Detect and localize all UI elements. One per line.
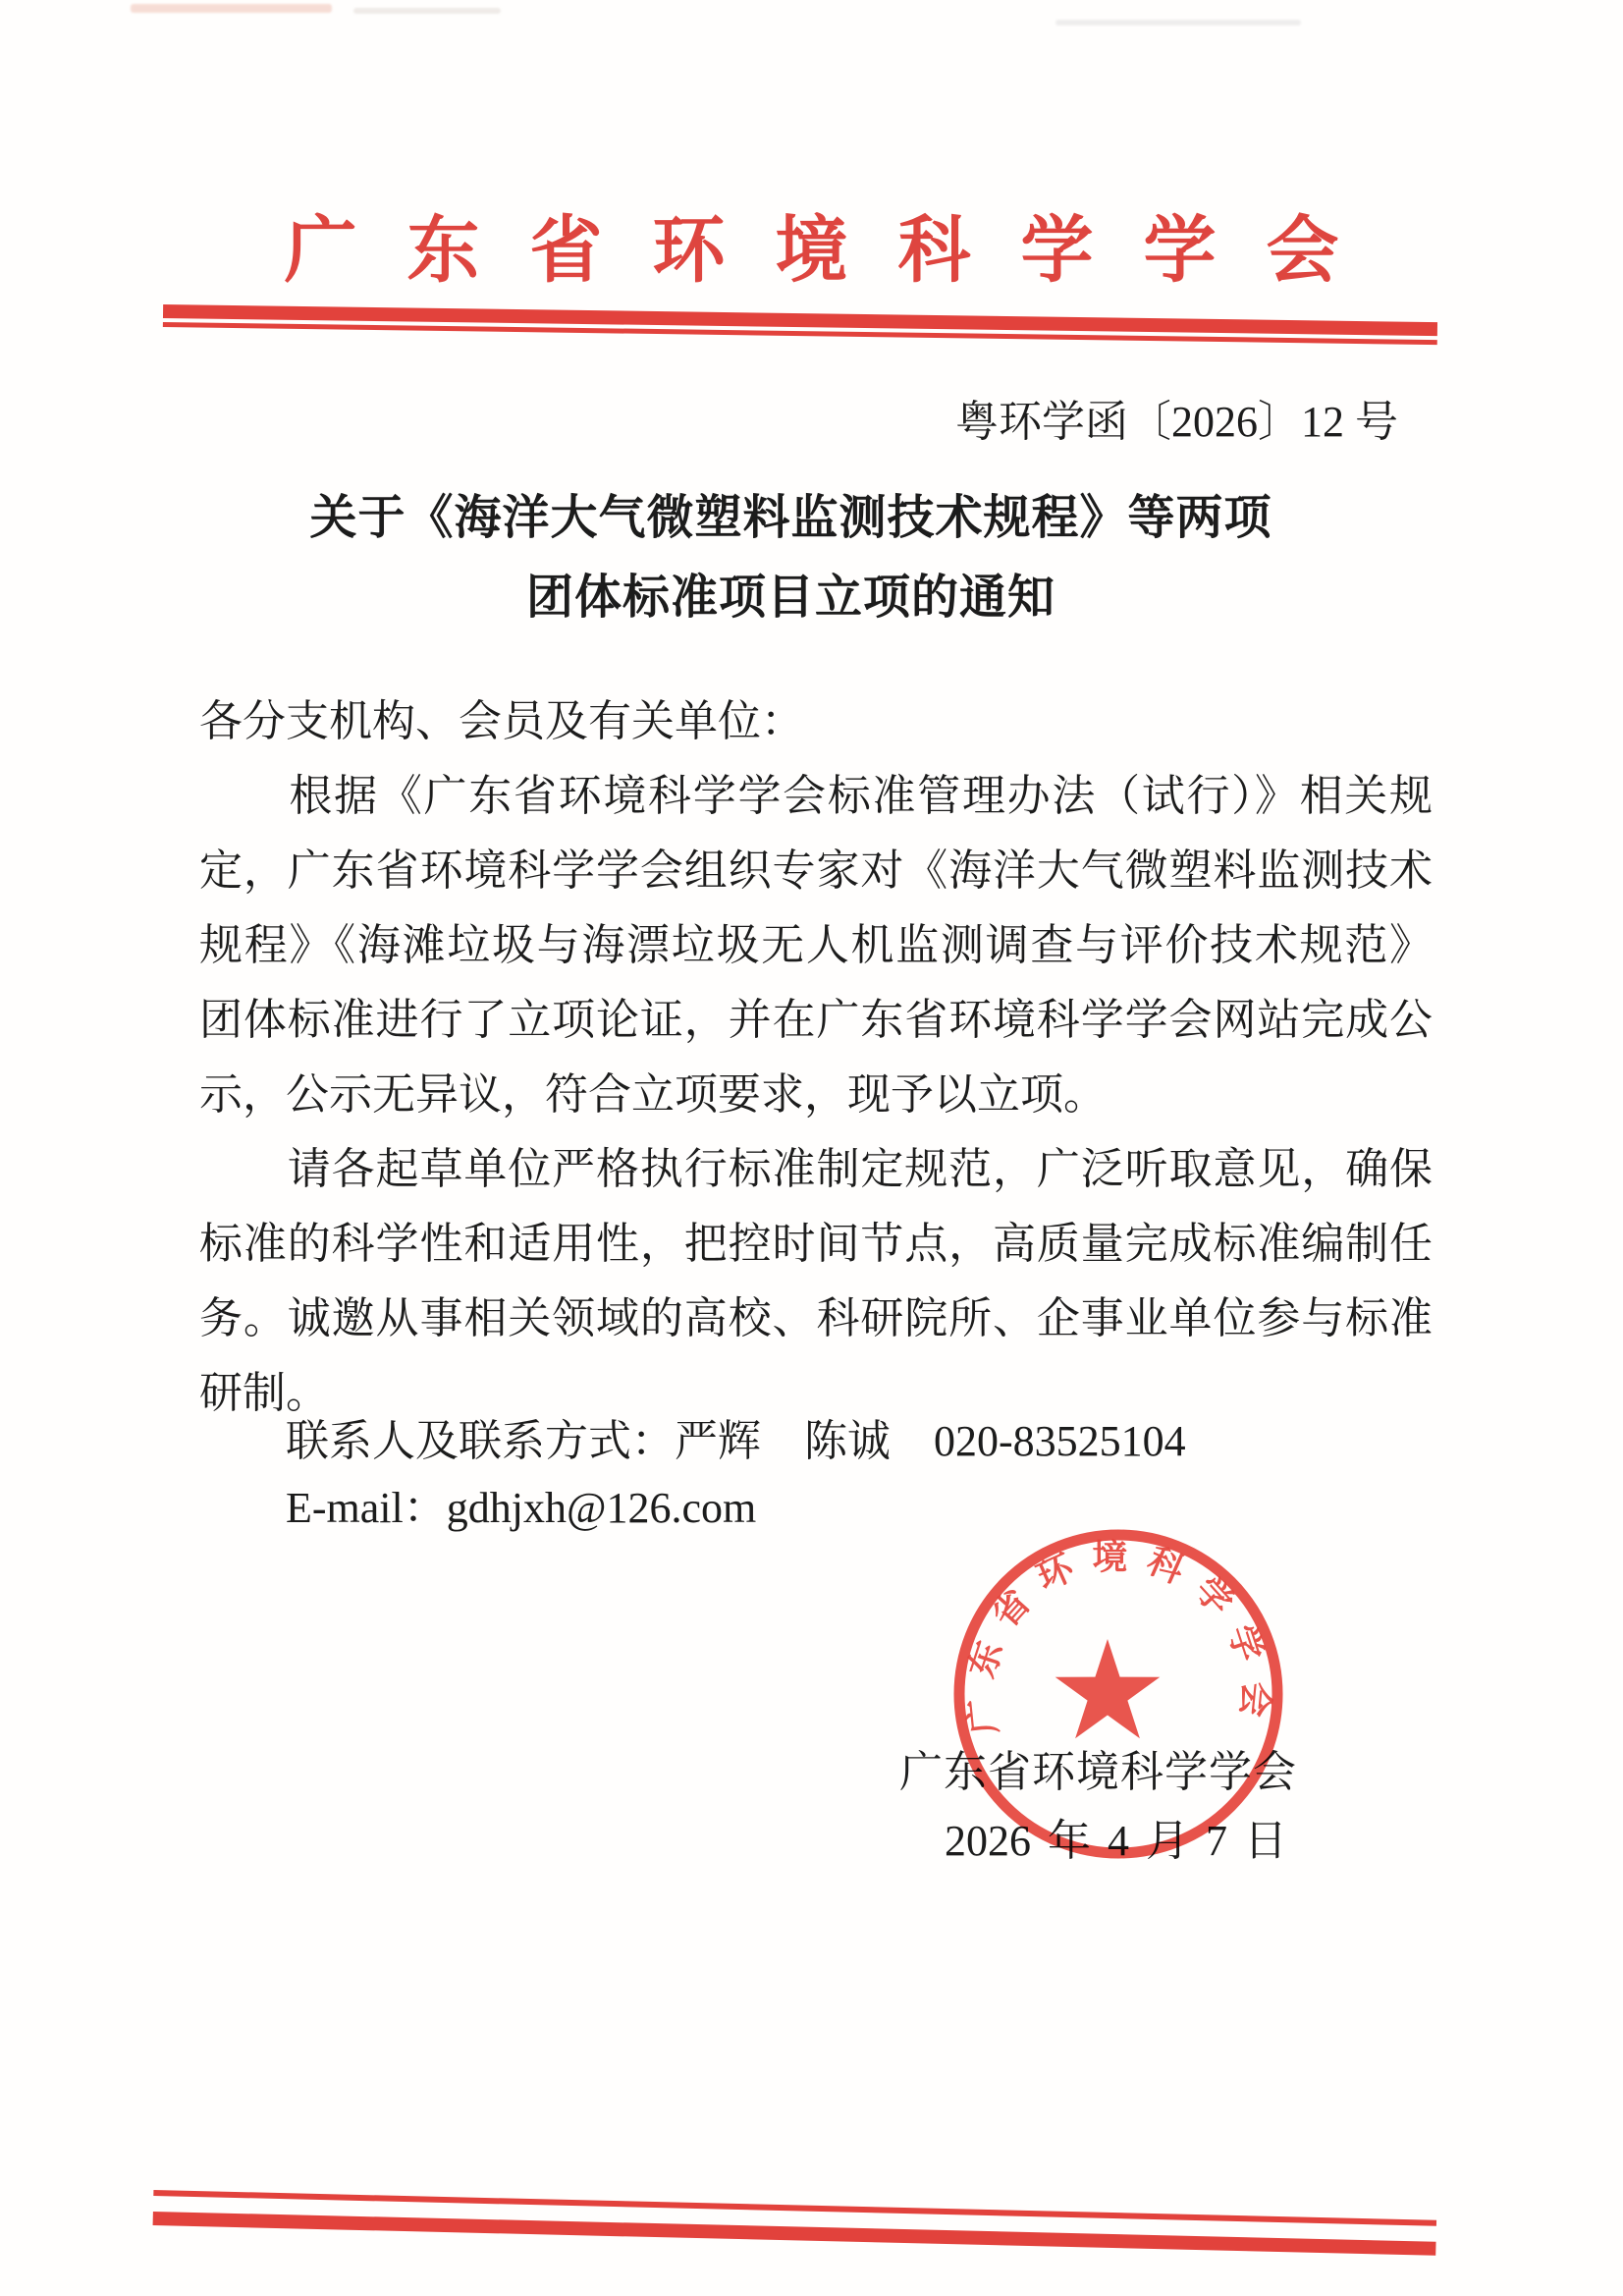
document-title-line1: 关于《海洋大气微塑料监测技术规程》等两项 xyxy=(309,492,1272,544)
letterhead-double-rule xyxy=(163,304,1437,345)
document-title-line2: 团体标准项目立项的通知 xyxy=(525,572,1055,624)
body-line: 务。诚邀从事相关领域的高校、科研院所、企事业单位参与标准 xyxy=(199,1294,1433,1342)
salutation: 各分支机构、会员及有关单位： xyxy=(199,697,804,745)
contact-person-line: 联系人及联系方式：严辉 陈诚 020-83525104 xyxy=(286,1417,1186,1465)
body-line: 定，广东省环境科学学会组织专家对《海洋大气微塑料监测技术 xyxy=(199,847,1433,895)
footer-double-rule xyxy=(153,2190,1436,2256)
body-line: 请各起草单位严格执行标准制定规范，广泛听取意见，确保 xyxy=(199,1145,1433,1193)
signature-date: 2026 年 4 月 7 日 xyxy=(945,1817,1287,1865)
contact-email-line: E-mail：gdhjxh@126.com xyxy=(286,1484,757,1532)
letterhead-org-title: 广东省环境科学学会 xyxy=(284,211,1389,292)
document-title xyxy=(0,478,1582,637)
body-line: 根据《广东省环境科学学会标准管理办法（试行）》相关规 xyxy=(199,772,1433,820)
body-line: 研制。 xyxy=(199,1369,329,1417)
scan-artifact xyxy=(353,8,501,14)
body-line: 规程》《海滩垃圾与海漂垃圾无人机监测调查与评价技术规范》 xyxy=(199,921,1433,969)
signature-org: 广东省环境科学学会 xyxy=(899,1748,1297,1796)
scan-artifact xyxy=(131,4,332,13)
body-line: 团体标准进行了立项论证，并在广东省环境科学学会网站完成公 xyxy=(199,996,1433,1044)
official-seal-stamp xyxy=(936,1510,1309,1884)
stamp-arc-text: 广东省环境科学学会 xyxy=(960,1537,1276,1736)
body-line: 标准的科学性和适用性，把控时间节点，高质量完成标准编制任 xyxy=(199,1220,1433,1268)
document-number: 粤环学函〔2026〕12 号 xyxy=(955,398,1398,446)
stamp-star-icon xyxy=(1055,1639,1161,1738)
scan-artifact xyxy=(1055,20,1301,26)
body-line: 示，公示无异议，符合立项要求，现予以立项。 xyxy=(199,1070,1107,1119)
body-text xyxy=(199,684,1433,1431)
